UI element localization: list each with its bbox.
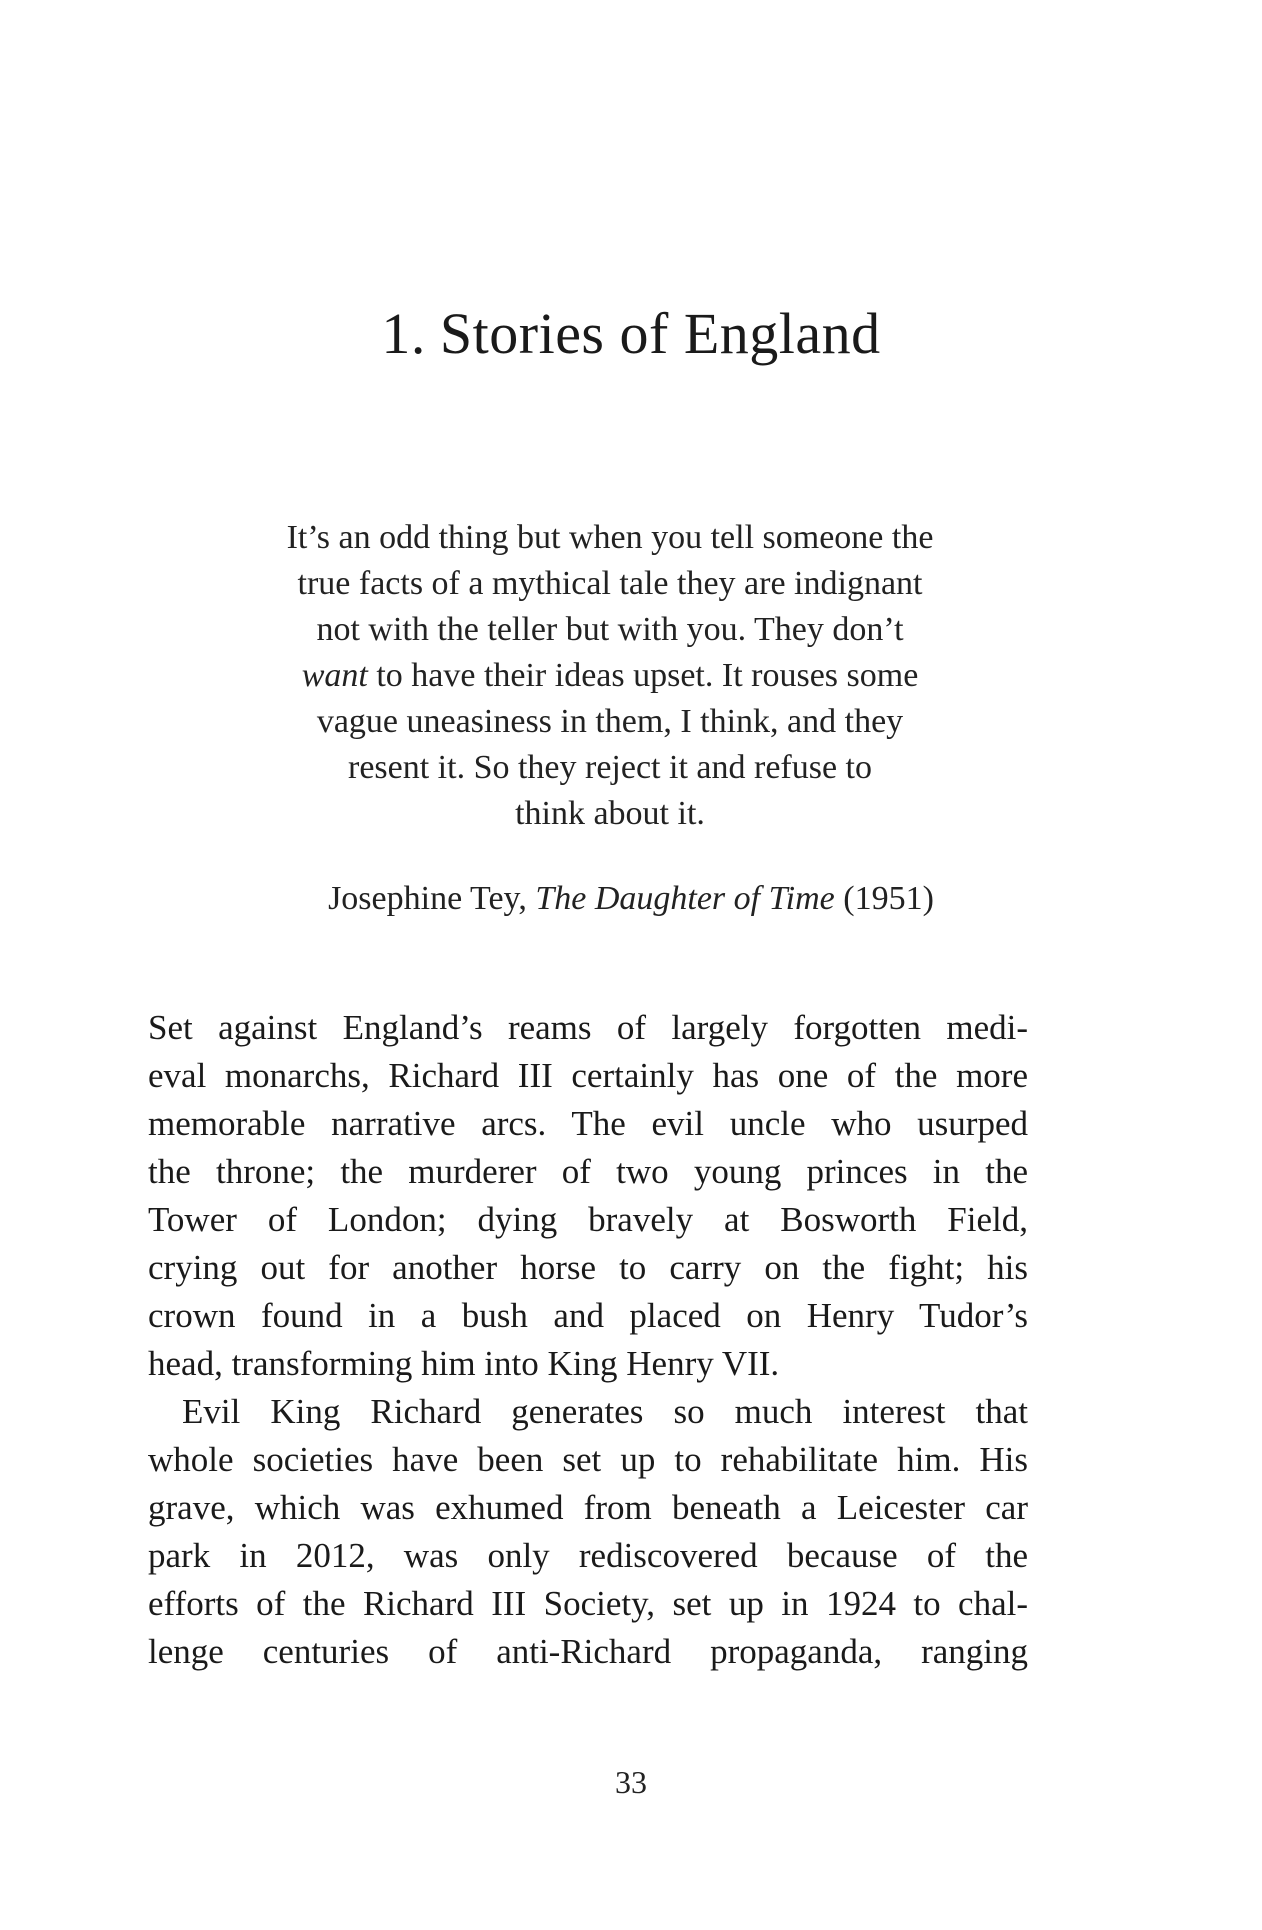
epigraph-line: It’s an odd thing but when you tell someone the (286, 519, 934, 556)
epigraph-attribution (0, 880, 1262, 918)
body-line: crown found in a bush and placed on Henry Tudor’s (148, 1296, 1028, 1335)
chapter-title-text: Stories of England (439, 301, 881, 366)
epigraph-line: vague uneasiness in them, I think, and they (316, 703, 904, 740)
body-line: memorable narrative arcs. The evil uncle who usurped (148, 1104, 1028, 1143)
body-line: park in 2012, was only rediscovered because of the (148, 1536, 1028, 1575)
body-line: Set against England’s reams of largely forgotten medi- (148, 1008, 1028, 1047)
page-number: 33 (615, 1764, 647, 1800)
body-line: eval monarchs, Richard III certainly has one of the more (148, 1056, 1028, 1095)
epigraph-line (200, 653, 1020, 699)
body-line: lenge centuries of anti-Richard propaganda, ranging (148, 1632, 1028, 1671)
epigraph-line: resent it. So they reject it and refuse to (348, 749, 872, 786)
epigraph-line: think about it. (515, 795, 705, 832)
body-line: efforts of the Richard III Society, set up in 1924 to chal- (148, 1584, 1028, 1623)
epigraph-line: not with the teller but with you. They don’t (316, 611, 904, 648)
body-line: Evil King Richard generates so much interest that (182, 1392, 1028, 1431)
body-line: Tower of London; dying bravely at Bosworth Field, (148, 1200, 1028, 1239)
epigraph-line-rest: to have their ideas upset. It rouses some (376, 657, 919, 694)
body-line: whole societies have been set up to rehabilitate him. His (148, 1440, 1028, 1479)
body-text (148, 1004, 1028, 1676)
chapter-number: 1. (381, 301, 426, 366)
chapter-title (0, 300, 1262, 367)
epigraph (200, 515, 1020, 837)
body-line: the throne; the murderer of two young princes in the (148, 1152, 1028, 1191)
body-line: grave, which was exhumed from beneath a Leicester car (148, 1488, 1028, 1527)
attribution-year: (1951) (843, 880, 934, 917)
epigraph-emphasis: want (301, 657, 368, 694)
body-line: crying out for another horse to carry on the fight; his (148, 1248, 1028, 1287)
attribution-work: The Daughter of Time (535, 880, 835, 917)
body-line: head, transforming him into King Henry VII. (148, 1344, 780, 1383)
attribution-author: Josephine Tey, (328, 880, 527, 917)
epigraph-line: true facts of a mythical tale they are indignant (297, 565, 923, 602)
